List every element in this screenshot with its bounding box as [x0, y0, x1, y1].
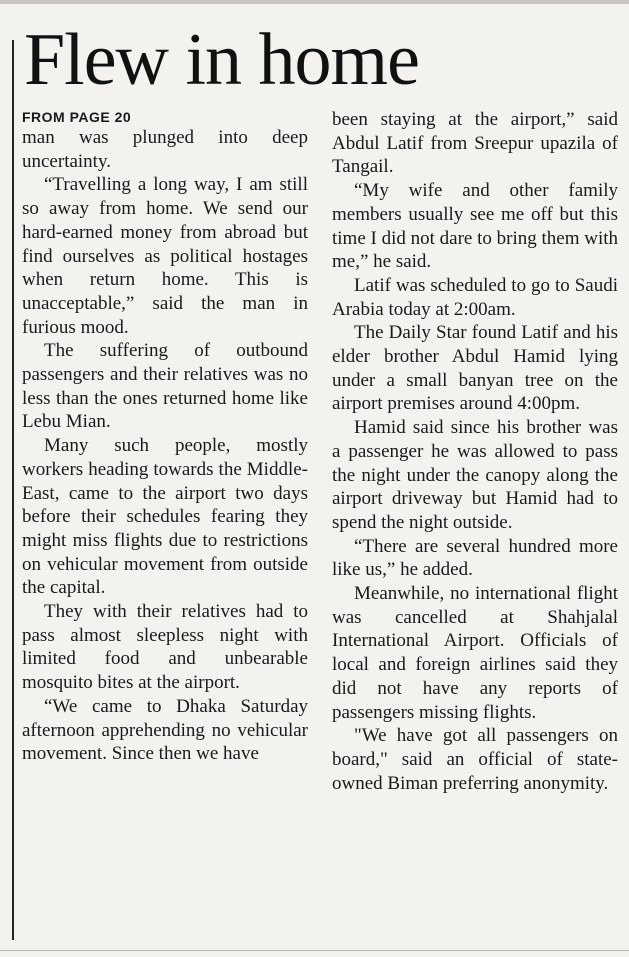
- paragraph: "We have got all passengers on board," said an official of state-owned Biman preferring anonymity.: [332, 725, 618, 794]
- paragraph: man was plunged into deep uncertainty.: [22, 127, 308, 172]
- paragraph: Latif was scheduled to go to Saudi Arabia today at 2:00am.: [332, 274, 618, 320]
- paragraph: been staying at the airport,” said Abdul Latif from Sreepur upazila of Tangail.: [332, 109, 618, 178]
- left-column-rule: [12, 40, 14, 940]
- paragraph: Many such people, mostly workers heading towards the Middle-East, came to the airport two days before their schedules fearing they might miss flights due to restrictions on vehicular movement from outside the capital.: [22, 435, 308, 599]
- paragraph: Meanwhile, no international flight was cancelled at Shahjalal International Airport. Officials of local and foreign airlines said they did not have any reports of passengers missing flights.: [332, 583, 618, 723]
- paragraph: “We came to Dhaka Saturday afternoon apprehending no vehicular movement. Since then we have: [22, 695, 308, 765]
- top-edge: [0, 0, 629, 4]
- paragraph: “There are several hundred more like us,” he added.: [332, 535, 618, 581]
- paragraph: Hamid said since his brother was a passenger he was allowed to pass the night under the canopy along the airport driveway but Hamid had to spend the night outside.: [332, 417, 618, 533]
- paragraph: They with their relatives had to pass almost sleepless night with limited food and unbearable mosquito bites at the airport.: [22, 601, 308, 694]
- paragraph: “My wife and other family members usually see me off but this time I did not dare to bring them with me,” he said.: [332, 180, 619, 273]
- column-right: [332, 108, 618, 795]
- headline: Flew in home: [24, 19, 419, 101]
- article-body: [22, 108, 618, 795]
- paragraph: The Daily Star found Latif and his elder brother Abdul Hamid lying under a small banyan tree on the airport premises around 4:00pm.: [332, 322, 618, 415]
- paragraph: “Travelling a long way, I am still so away from home. We send our hard-earned money from abroad but find ourselves as political hostages when return home. This is unacceptable,” said the man in furious mood.: [22, 174, 308, 338]
- column-left: [22, 108, 308, 795]
- bottom-edge: [0, 950, 629, 951]
- paragraph: The suffering of outbound passengers and their relatives was no less than the ones returned home like Lebu Mian.: [22, 340, 308, 433]
- jump-kicker: FROM PAGE 20: [22, 109, 132, 125]
